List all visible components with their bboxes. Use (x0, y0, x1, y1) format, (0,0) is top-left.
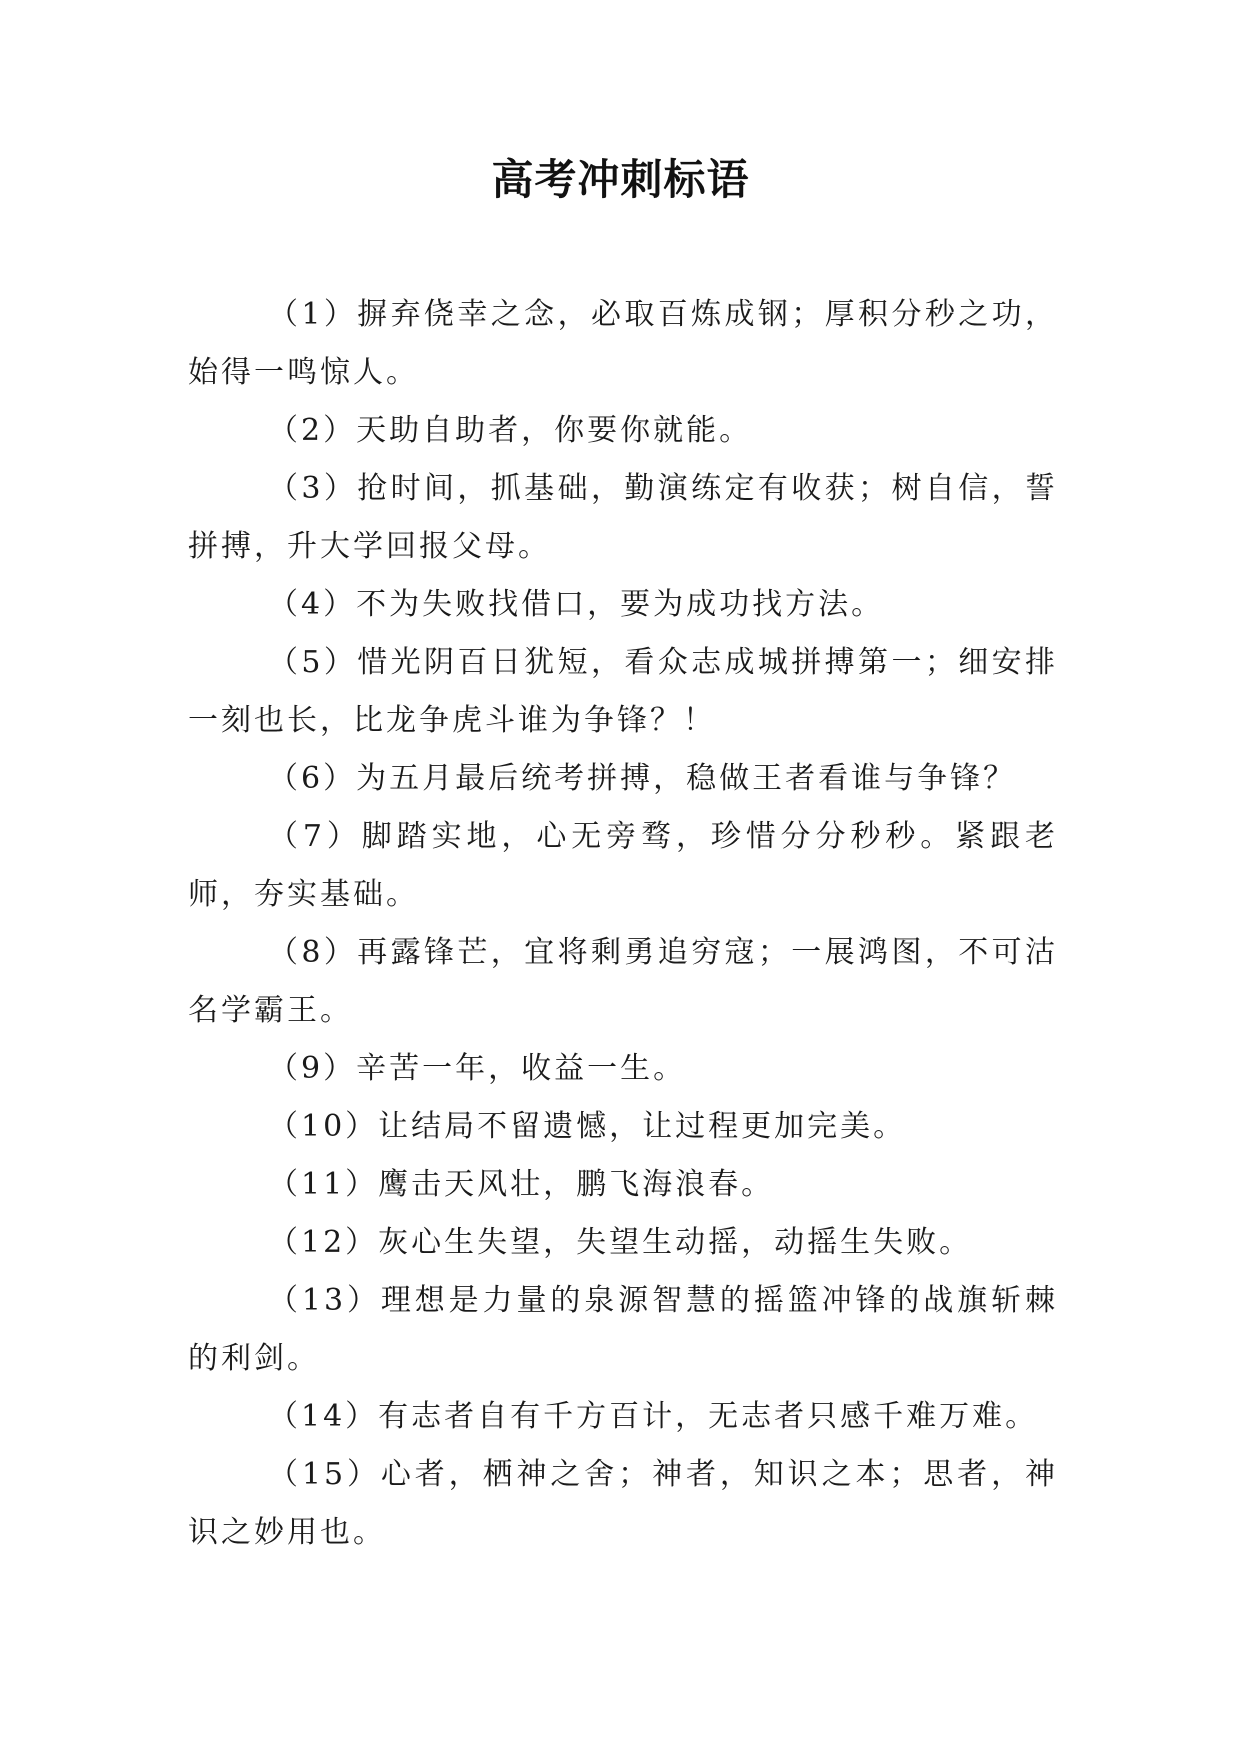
list-item: （13）理想是力量的泉源智慧的摇篮冲锋的战旗斩棘的利剑。 (188, 1283, 1058, 1376)
list-item: （8）再露锋芒，宜将剩勇追穷寇；一展鸿图，不可沽名学霸王。 (188, 935, 1058, 1028)
list-item: （5）惜光阴百日犹短，看众志成城拼搏第一；细安排一刻也长，比龙争虎斗谁为争锋？！ (188, 645, 1058, 738)
page-title: 高考冲刺标语 (491, 155, 750, 204)
list-item: （7）脚踏实地，心无旁骛，珍惜分分秒秒。紧跟老师，夯实基础。 (188, 819, 1058, 912)
list-item: （3）抢时间，抓基础，勤演练定有收获；树自信，誓拼搏，升大学回报父母。 (188, 471, 1058, 564)
list-item: （12）灰心生失望，失望生动摇，动摇生失败。 (268, 1225, 973, 1260)
list-item: （14）有志者自有千方百计，无志者只感千难万难。 (268, 1399, 1039, 1434)
list-item: （10）让结局不留遗憾，让过程更加完美。 (268, 1109, 907, 1144)
list-item: （2）天助自助者，你要你就能。 (268, 413, 753, 448)
list-item: （9）辛苦一年，收益一生。 (268, 1051, 687, 1086)
list-item: （15）心者，栖神之舍；神者，知识之本；思者，神识之妙用也。 (188, 1457, 1058, 1550)
list-item: （1）摒弃侥幸之念，必取百炼成钢；厚积分秒之功，始得一鸣惊人。 (188, 297, 1058, 390)
slogan-list (188, 286, 1058, 1562)
list-item: （4）不为失败找借口，要为成功找方法。 (268, 587, 885, 622)
list-item: （11）鹰击天风壮，鹏飞海浪春。 (268, 1167, 775, 1202)
list-item: （6）为五月最后统考拼搏，稳做王者看谁与争锋？ (268, 761, 1017, 796)
